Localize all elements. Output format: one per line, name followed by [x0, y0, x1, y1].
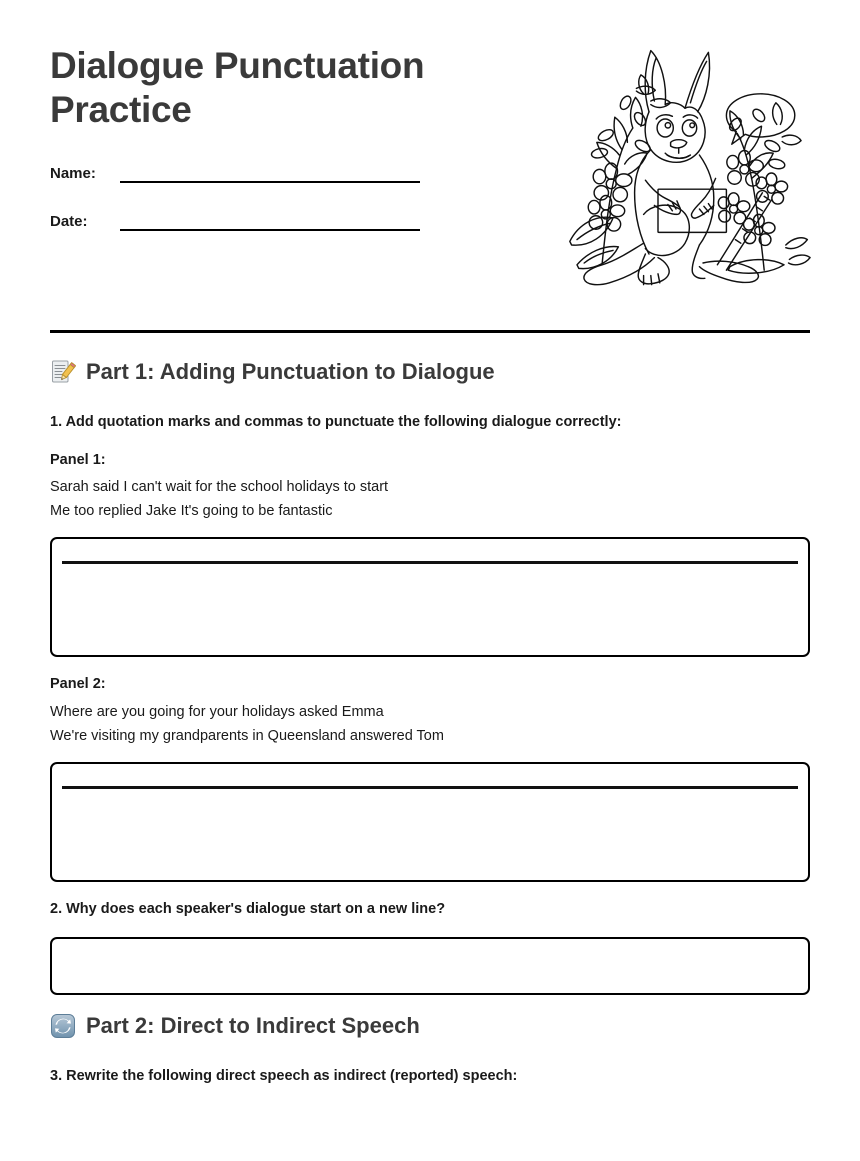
header-left-column	[50, 44, 470, 255]
panel-1-label: Panel 1:	[50, 451, 106, 468]
rule-spacer	[62, 564, 798, 645]
name-write-line[interactable]	[120, 169, 420, 183]
part1-heading: Part 1: Adding Punctuation to Dialogue	[86, 358, 495, 384]
rule-spacer	[62, 789, 798, 870]
panel-1-answer-box[interactable]	[50, 537, 810, 657]
panel-2-line-1: Where are you going for your holidays asked Emma	[50, 703, 384, 720]
panel-2-line-2: We're visiting my grandparents in Queensland answered Tom	[50, 727, 444, 744]
counterclockwise-arrows-icon	[50, 1013, 76, 1039]
kangaroo-with-sign-and-flowers-illustration	[550, 38, 820, 308]
header-divider	[50, 330, 810, 333]
panel-2-label: Panel 2:	[50, 676, 106, 693]
part2-heading: Part 2: Direct to Indirect Speech	[86, 1013, 420, 1039]
name-field-label: Name:	[50, 164, 96, 182]
part2-heading-row	[50, 1013, 810, 1039]
worksheet-header	[50, 0, 810, 308]
page-title: Dialogue Punctuation Practice	[50, 45, 425, 131]
date-field-row	[50, 207, 470, 231]
panel-1-block	[50, 451, 810, 523]
memo-icon	[50, 359, 76, 385]
question-2-answer-box[interactable]	[50, 937, 810, 995]
date-field-label: Date:	[50, 212, 88, 230]
panel-2-answer-box[interactable]	[50, 762, 810, 882]
name-field-row	[50, 159, 470, 183]
panel-1-line-1: Sarah said I can't wait for the school holidays to start	[50, 479, 389, 496]
question-1-text: 1. Add quotation marks and commas to punctuate the following dialogue correctly:	[50, 414, 622, 430]
question-3-text: 3. Rewrite the following direct speech as indirect (reported) speech:	[50, 1068, 518, 1085]
panel-2-block	[50, 675, 810, 747]
question-2-text: 2. Why does each speaker's dialogue start on a new line?	[50, 900, 446, 917]
date-write-line[interactable]	[120, 217, 420, 231]
part1-heading-row	[50, 359, 810, 385]
panel-1-line-2: Me too replied Jake It's going to be fantastic	[50, 503, 333, 520]
